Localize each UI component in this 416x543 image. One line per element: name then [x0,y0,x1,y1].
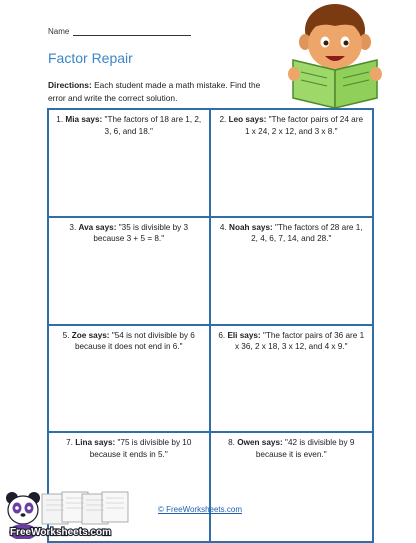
student-name: Owen says: [237,438,283,448]
problem-grid [47,108,374,543]
problem-cell[interactable] [211,433,373,541]
problem-number: 6. [218,330,226,340]
student-name: Mia says: [65,115,103,124]
problem-cell[interactable] [49,110,211,218]
student-quote: "35 is divisible by 3 because 3 + 5 = 8." [93,222,189,244]
footer-copyright-link[interactable]: © FreeWorksheets.com [158,505,242,514]
directions [48,79,278,104]
directions-label: Directions: [48,80,92,90]
problem-number: 1. [56,115,64,124]
problem-number: 4. [219,222,227,232]
problem-number: 2. [219,115,227,124]
student-name: Eli says: [227,330,261,340]
student-quote: "The factors of 18 are 1, 2, 3, 6, and 18." [104,115,202,136]
name-label: Name [48,27,70,36]
problem-cell[interactable] [49,218,211,326]
student-name: Lina says: [75,438,116,448]
student-quote: "75 is divisible by 10 because it ends in 5." [89,438,192,459]
problem-cell[interactable] [49,326,211,434]
svg-text:FreeWorksheets.com: FreeWorksheets.com [10,527,111,538]
student-quote: "54 is not divisible by 6 because it does not end in 6." [74,330,195,351]
problem-number: 5. [62,330,70,340]
name-line[interactable] [73,27,191,36]
directions-text: Each student made a math mistake. Find the error and write the correct solution. [48,80,261,103]
student-name: Zoe says: [71,330,110,340]
problem-number: 7. [66,438,73,448]
worksheet-title: Factor Repair [48,50,133,66]
freeworksheets-logo [4,488,154,539]
student-name: Ava says: [78,222,117,232]
student-quote: "The factors of 28 are 1, 2, 4, 6, 7, 14, and 28." [251,222,363,244]
student-name: Leo says: [228,115,267,124]
reading-kid-illustration [285,0,385,108]
problem-number: 8. [228,438,235,448]
problem-cell[interactable] [211,110,373,218]
student-quote: "The factor pairs of 36 are 1 x 36, 2 x 18, 3 x 12, and 4 x 9." [234,330,365,351]
student-quote: "The factor pairs of 24 are 1 x 24, 2 x 12, and 3 x 8." [244,115,364,136]
problem-number: 3. [69,222,77,232]
student-name: Noah says: [229,222,273,232]
problem-cell[interactable] [211,218,373,326]
problem-cell[interactable] [211,326,373,434]
student-quote: "42 is divisible by 9 because it is even." [255,438,355,459]
name-field-row [48,27,191,36]
